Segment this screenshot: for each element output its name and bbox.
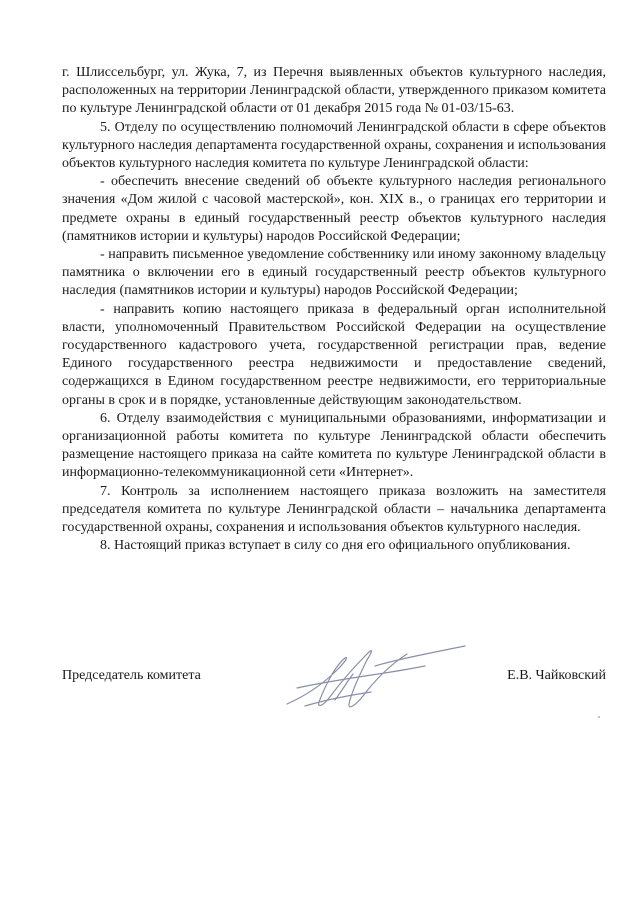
- paragraph-bullet-notify-owner: - направить письменное уведомление собственнику или иному законному владельцу памятника о включении его в единый государственный реестр объектов культурного наследия (памятников истории и культуры) народов Российской Федерации;: [62, 247, 606, 299]
- scan-dot: [598, 716, 600, 718]
- paragraph-item-5: 5. Отделу по осуществлению полномочий Ленинградской области в сфере объектов культурного наследия департамента государственной охраны, сохранения и использования объектов культурного наследия комитета по культуре Ленинградской области:: [62, 119, 606, 172]
- document-body: [62, 64, 606, 555]
- paragraph-item-8: 8. Настоящий приказ вступает в силу со дня его официального опубликования.: [100, 538, 571, 554]
- paragraph-item-6: 6. Отделу взаимодействия с муниципальными образованиями, информатизации и организационной работы комитета по культуре Ленинградской области обеспечить размещение настоящего приказа на сайте комитета по культуре Ленинградской области в информационно-телекоммуникационной сети «Интернет».: [62, 410, 606, 481]
- paragraph-continuation: г. Шлиссельбург, ул. Жука, 7, из Перечня выявленных объектов культурного наследия, расположенных на территории Ленинградской области, утвержденного приказом комитета по культуре Ленинградской области от 01 декабря 2015 года № 01-03/15-63.: [62, 65, 606, 117]
- signature-row: [62, 668, 606, 692]
- paragraph-bullet-registry: - обеспечить внесение сведений об объекте культурного наследия регионального значения «Дом жилой с часовой мастерской», кон. XIX в., о границах его территории и предмете охраны в единый государственный реестр объектов культурного наследия (памятников истории и культуры) народов Российской Федерации;: [62, 174, 606, 244]
- paragraph-item-7: 7. Контроль за исполнением настоящего приказа возложить на заместителя председателя комитета по культуре Ленинградской области – начальника департамента государственной охраны, сохранения и использования объектов культурного наследия.: [62, 483, 606, 536]
- signatory-title: Председатель комитета: [62, 668, 201, 683]
- paragraph-bullet-send-copy: - направить копию настоящего приказа в федеральный орган исполнительной власти, уполномоченный Правительством Российской Федерации на осуществление государственного кадастрового учета, государственной регистрации прав, ведение Единого государственного реестра недвижимости и предоставление сведений, содержащихся в Едином государственном реестре недвижимости, его территориальные органы в срок и в порядке, установленные действующим законодательством.: [62, 301, 606, 408]
- signatory-name: Е.В. Чайковский: [507, 668, 606, 683]
